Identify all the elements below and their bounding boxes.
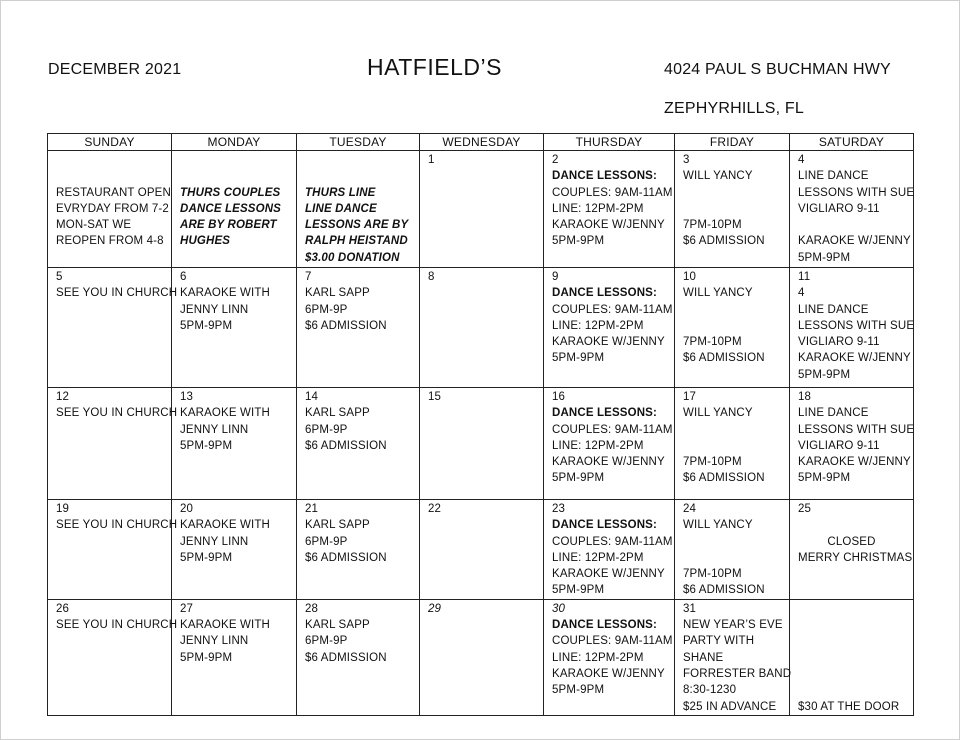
venue-title: HATFIELD’S: [367, 54, 502, 80]
day-cell: [48, 151, 172, 268]
day-number: 11: [798, 271, 811, 283]
day-cell: [675, 151, 790, 268]
day-number: 4: [798, 154, 805, 166]
event-text: LINE DANCE: [305, 202, 377, 215]
event-text: 5PM-9PM: [552, 235, 605, 248]
day-number: 13: [180, 391, 194, 403]
event-text: KARAOKE WITH: [180, 619, 270, 632]
day-number: [56, 152, 171, 168]
event-text: [683, 438, 789, 454]
event-text: REOPEN FROM 4-8: [56, 235, 164, 248]
event-text: DANCE LESSONS:: [552, 170, 657, 183]
event-text: LESSONS ARE BY: [305, 219, 409, 232]
event-text: MERRY CHRISTMAS: [798, 551, 913, 564]
event-text: 6PM-9P: [305, 303, 348, 316]
event-text: 6PM-9P: [305, 535, 348, 548]
event-text: LESSONS WITH SUE: [798, 186, 915, 199]
event-text: LINE: 12PM-2PM: [552, 551, 644, 564]
day-cell: [790, 268, 914, 388]
day-cell: [675, 268, 790, 388]
day-number: [180, 152, 296, 168]
day-cell: [297, 599, 420, 715]
event-text: DANCE LESSONS: [180, 202, 281, 215]
day-number: 9: [552, 271, 559, 283]
day-cell: [544, 500, 675, 600]
day-cell: [297, 500, 420, 600]
event-text: COUPLES: 9AM-11AM: [552, 535, 673, 548]
event-text: SHANE: [683, 651, 724, 664]
day-number: 3: [683, 154, 690, 166]
day-number: 19: [56, 503, 70, 515]
day-number: 6: [180, 271, 187, 283]
day-number: 5: [56, 271, 63, 283]
event-text: LINE: 12PM-2PM: [552, 439, 644, 452]
day-cell: [544, 268, 675, 388]
day-cell: [297, 268, 420, 388]
event-text: 5PM-9PM: [798, 251, 851, 264]
event-text: VIGLIARO 9-11: [798, 202, 880, 215]
event-text: $6 ADMISSION: [305, 439, 387, 452]
event-text: WILL YANCY: [683, 170, 753, 183]
event-text: 5PM-9PM: [552, 352, 605, 365]
day-cell: [790, 151, 914, 268]
event-text: LESSONS WITH SUE: [798, 423, 915, 436]
weekday-header: THURSDAY: [544, 134, 675, 151]
event-text: 7PM-10PM: [683, 568, 742, 581]
event-text: $3.00 DONATION: [305, 251, 400, 264]
event-text: LINE DANCE: [798, 407, 869, 420]
event-text: KARAOKE W/JENNY: [552, 336, 665, 349]
event-text: KARL SAPP: [305, 407, 370, 420]
event-text: 4: [798, 287, 805, 300]
event-text: KARAOKE W/JENNY: [798, 456, 911, 469]
event-text: $6 ADMISSION: [305, 319, 387, 332]
event-text: JENNY LINN: [180, 535, 249, 548]
day-cell: [544, 599, 675, 715]
day-number: 24: [683, 503, 697, 515]
day-number: 27: [180, 602, 194, 615]
day-cell: [544, 388, 675, 500]
day-number: 22: [428, 503, 442, 515]
day-number: 18: [798, 391, 812, 403]
day-number: 20: [180, 503, 194, 515]
venue-address-city: ZEPHYRHILLS, FL: [664, 100, 804, 117]
event-text: KARL SAPP: [305, 519, 370, 532]
event-text: CLOSED: [827, 535, 876, 548]
day-number: 15: [428, 391, 442, 403]
event-text: [798, 666, 913, 682]
event-text: KARAOKE W/JENNY: [552, 219, 665, 232]
day-cell: [48, 268, 178, 388]
day-cell: [420, 151, 544, 268]
event-text: LINE DANCE: [798, 170, 869, 183]
event-text: [180, 168, 296, 184]
day-cell: [48, 599, 178, 715]
day-cell: [790, 599, 914, 715]
day-cell: [172, 500, 297, 600]
event-text: DANCE LESSONS:: [552, 287, 657, 300]
event-text: SEE YOU IN CHURCH: [56, 519, 178, 532]
event-text: [683, 185, 789, 201]
event-text: LINE: 12PM-2PM: [552, 651, 644, 664]
event-text: HUGHES: [180, 235, 231, 248]
event-text: VIGLIARO 9-11: [798, 336, 880, 349]
event-text: [683, 318, 789, 334]
event-text: [798, 517, 913, 533]
event-text: VIGLIARO 9-11: [798, 439, 880, 452]
day-number: 21: [305, 503, 319, 515]
event-text: 7PM-10PM: [683, 336, 742, 349]
day-cell: [420, 268, 544, 388]
week-row: [48, 500, 914, 600]
event-text: [683, 550, 789, 566]
event-text: COUPLES: 9AM-11AM: [552, 303, 673, 316]
day-cell: [675, 388, 790, 500]
event-text: 8:30-1230: [683, 684, 737, 697]
event-text: [56, 168, 171, 184]
event-text: KARAOKE W/JENNY: [798, 235, 911, 248]
event-text: KARAOKE WITH: [180, 287, 270, 300]
event-text: 5PM-9PM: [180, 551, 233, 564]
event-text: 5PM-9PM: [798, 472, 851, 485]
weekday-header-row: [48, 134, 914, 151]
day-number: [305, 152, 419, 168]
day-number: 28: [305, 602, 319, 615]
event-text: $6 ADMISSION: [683, 352, 765, 365]
event-text: [798, 617, 913, 633]
event-text: LINE DANCE: [798, 303, 869, 316]
weekday-header: WEDNESDAY: [420, 134, 544, 151]
event-text: EVRYDAY FROM 7-2: [56, 202, 169, 215]
day-number: 30: [552, 602, 566, 615]
event-text: KARAOKE W/JENNY: [552, 456, 665, 469]
event-text: MON-SAT WE: [56, 219, 132, 232]
day-cell: [172, 388, 297, 500]
event-text: LINE: 12PM-2PM: [552, 319, 644, 332]
event-text: 5PM-9PM: [552, 472, 605, 485]
day-cell: [675, 500, 790, 600]
event-text: 6PM-9P: [305, 423, 348, 436]
event-text: COUPLES: 9AM-11AM: [552, 186, 673, 199]
day-number: 1: [428, 154, 435, 166]
event-text: KARAOKE W/JENNY: [798, 352, 911, 365]
day-number: 31: [683, 602, 697, 615]
event-text: FORRESTER BAND: [683, 667, 792, 680]
event-text: 6PM-9P: [305, 635, 348, 648]
event-text: LESSONS WITH SUE: [798, 319, 915, 332]
calendar-body: [48, 151, 914, 716]
event-text: THURS COUPLES: [180, 186, 281, 199]
day-cell: [48, 500, 178, 600]
calendar-grid: [47, 133, 914, 716]
day-number: 16: [552, 391, 566, 403]
week-row: [48, 599, 914, 715]
weekday-header: MONDAY: [172, 134, 297, 151]
event-text: $6 ADMISSION: [683, 472, 765, 485]
venue-address-street: 4024 PAUL S BUCHMAN HWY: [664, 61, 891, 78]
event-text: $6 ADMISSION: [683, 584, 765, 597]
day-number: 14: [305, 391, 319, 403]
event-text: JENNY LINN: [180, 423, 249, 436]
event-text: PARTY WITH: [683, 635, 755, 648]
day-cell: [420, 599, 544, 715]
day-number: 26: [56, 602, 70, 615]
event-text: [798, 682, 913, 698]
day-cell: [544, 151, 675, 268]
event-text: KARAOKE WITH: [180, 407, 270, 420]
event-text: 5PM-9PM: [180, 319, 233, 332]
day-cell: [172, 268, 297, 388]
event-text: DANCE LESSONS:: [552, 519, 657, 532]
event-text: 7PM-10PM: [683, 456, 742, 469]
event-text: [798, 650, 913, 666]
event-text: KARAOKE WITH: [180, 519, 270, 532]
weekday-header: FRIDAY: [675, 134, 790, 151]
event-text: WILL YANCY: [683, 519, 753, 532]
day-cell: [790, 500, 914, 600]
event-text: COUPLES: 9AM-11AM: [552, 635, 673, 648]
event-text: SEE YOU IN CHURCH: [56, 407, 178, 420]
week-row: [48, 268, 914, 388]
week-row: [48, 151, 914, 268]
event-text: 7PM-10PM: [683, 219, 742, 232]
day-cell: [297, 388, 420, 500]
day-number: [798, 601, 913, 617]
day-number: 17: [683, 391, 697, 403]
event-text: THURS LINE: [305, 186, 376, 199]
event-text: [683, 302, 789, 318]
event-text: RESTAURANT OPEN: [56, 186, 171, 199]
event-text: DANCE LESSONS:: [552, 619, 657, 632]
event-text: WILL YANCY: [683, 287, 753, 300]
day-cell: [420, 500, 544, 600]
event-text: ARE BY ROBERT: [180, 219, 277, 232]
weekday-header: TUESDAY: [297, 134, 420, 151]
event-text: LINE: 12PM-2PM: [552, 202, 644, 215]
day-number: 23: [552, 503, 566, 515]
event-text: KARL SAPP: [305, 287, 370, 300]
event-text: JENNY LINN: [180, 635, 249, 648]
event-text: WILL YANCY: [683, 407, 753, 420]
event-text: COUPLES: 9AM-11AM: [552, 423, 673, 436]
event-text: NEW YEAR’S EVE: [683, 619, 783, 632]
event-text: 5PM-9PM: [180, 439, 233, 452]
day-cell: [48, 388, 178, 500]
day-cell: [172, 151, 297, 268]
event-text: 5PM-9PM: [180, 651, 233, 664]
event-text: [798, 217, 913, 233]
event-text: KARL SAPP: [305, 619, 370, 632]
calendar-month: DECEMBER 2021: [48, 61, 182, 78]
event-text: 5PM-9PM: [552, 584, 605, 597]
day-cell: [172, 599, 297, 715]
event-text: KARAOKE W/JENNY: [552, 568, 665, 581]
day-number: 7: [305, 271, 312, 283]
day-number: 25: [798, 503, 812, 515]
day-number: 10: [683, 271, 697, 283]
event-text: $30 AT THE DOOR: [798, 700, 900, 713]
day-number: 12: [56, 391, 70, 403]
day-cell: [675, 599, 790, 715]
event-text: RALPH HEISTAND: [305, 235, 408, 248]
weekday-header: SUNDAY: [48, 134, 172, 151]
event-text: $25 IN ADVANCE: [683, 700, 777, 713]
day-cell: [790, 388, 914, 500]
event-text: [683, 201, 789, 217]
event-text: DANCE LESSONS:: [552, 407, 657, 420]
event-text: $6 ADMISSION: [683, 235, 765, 248]
event-text: [683, 422, 789, 438]
day-number: 8: [428, 271, 435, 283]
event-text: SEE YOU IN CHURCH: [56, 287, 178, 300]
event-text: JENNY LINN: [180, 303, 249, 316]
day-number: 2: [552, 154, 559, 166]
day-cell: [420, 388, 544, 500]
event-text: $6 ADMISSION: [305, 551, 387, 564]
event-text: [683, 534, 789, 550]
event-text: SEE YOU IN CHURCH: [56, 619, 178, 632]
event-text: [798, 633, 913, 649]
event-text: 5PM-9PM: [798, 368, 851, 381]
event-text: KARAOKE W/JENNY: [552, 667, 665, 680]
event-text: $6 ADMISSION: [305, 651, 387, 664]
event-text: [305, 168, 419, 184]
day-cell: [297, 151, 420, 268]
week-row: [48, 388, 914, 500]
day-number: 29: [428, 602, 442, 615]
event-text: 5PM-9PM: [552, 684, 605, 697]
weekday-header: SATURDAY: [790, 134, 914, 151]
